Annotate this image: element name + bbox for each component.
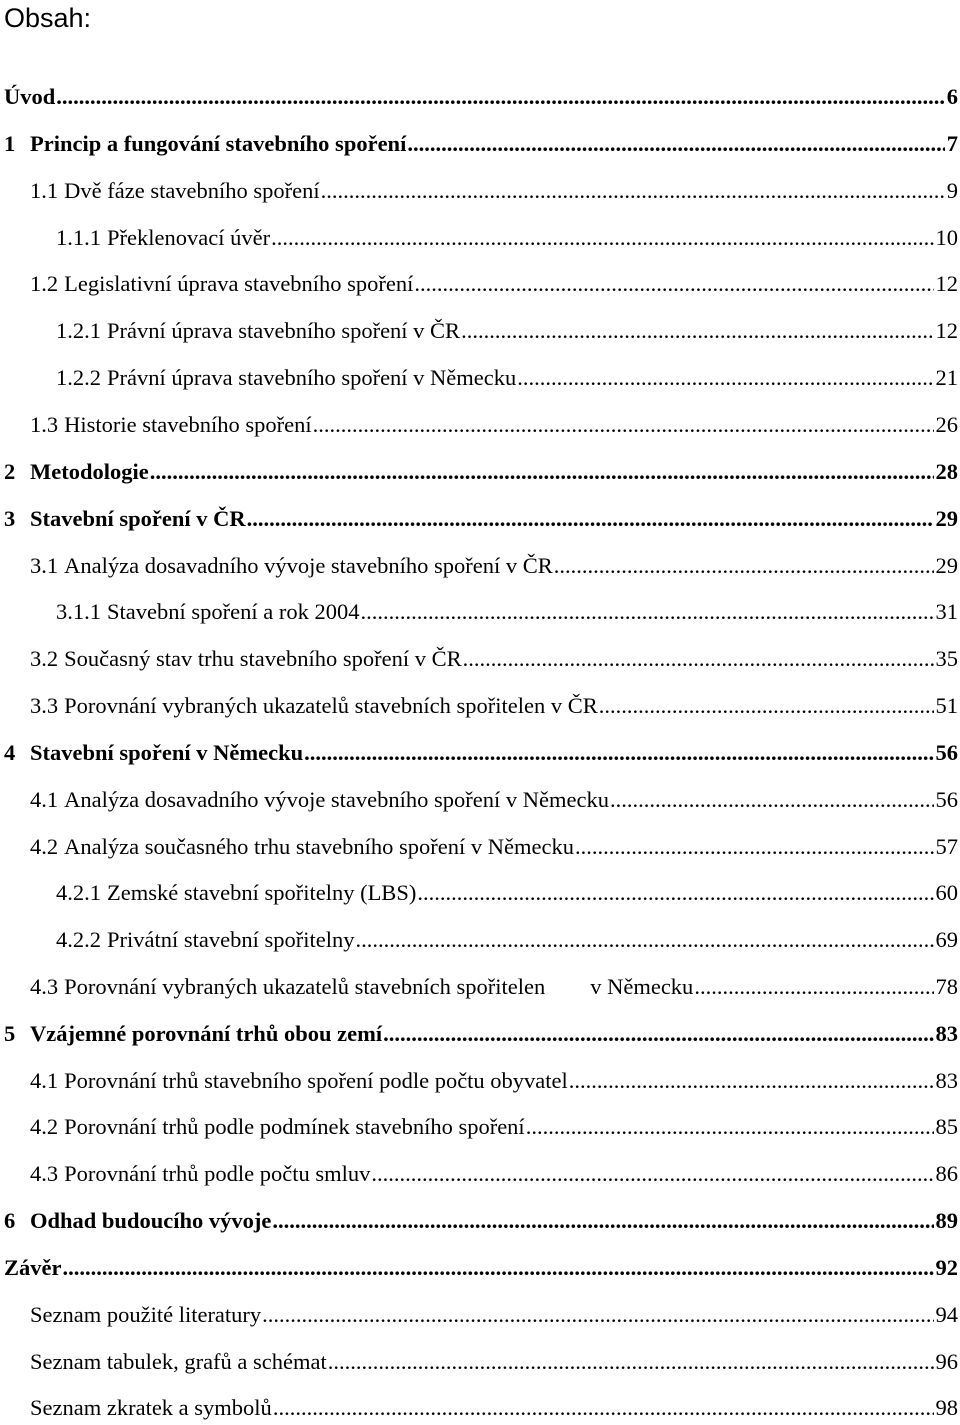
toc-dot-leader [383,1019,933,1049]
toc-dot-leader [575,832,934,862]
toc-dot-leader [321,176,945,206]
toc-entry-number: 2 [4,459,16,484]
toc-page-number: 9 [946,178,958,203]
toc-page-number: 51 [935,693,958,718]
toc-entry-number: 1 [4,131,16,156]
toc-dot-leader [599,691,934,721]
toc-dot-leader [150,457,934,487]
toc-entry[interactable] [4,1019,958,1049]
toc-page-number: 60 [935,880,958,905]
toc-dot-leader [461,316,933,346]
toc-page-number: 31 [935,599,958,624]
toc-entry[interactable] [56,878,958,908]
toc-entry-label: Metodologie [30,459,149,484]
toc-entry-label: Úvod [4,84,56,109]
toc-page-number: 56 [935,787,958,812]
toc-dot-leader [414,269,933,299]
toc-dot-leader [694,972,933,1002]
toc-page-number: 21 [935,365,958,390]
toc-entry[interactable] [56,363,958,393]
toc-page-number: 92 [935,1255,958,1280]
toc-entry-label: Stavební spoření a rok 2004 [107,599,360,624]
toc-entry-label: Privátní stavební spořitelny [107,927,355,952]
toc-entry-label: Porovnání trhů podle podmínek stavebního spoření [64,1114,525,1139]
toc-entry[interactable] [4,457,958,487]
toc-dot-leader [273,1393,934,1423]
toc-entry[interactable] [4,1206,958,1236]
toc-entry-label: Porovnání trhů podle počtu smluv [64,1161,371,1186]
toc-dot-leader [56,82,944,112]
toc-entry[interactable] [30,269,958,299]
toc-entry-number: 3.1.1 [56,599,101,624]
toc-page-number: 56 [935,740,958,765]
toc-page-number: 29 [935,553,958,578]
toc-entry[interactable] [30,551,958,581]
toc-entry[interactable] [30,691,958,721]
toc-entry[interactable] [30,1159,958,1189]
toc-page-number: 29 [935,506,958,531]
toc-dot-leader [569,1066,934,1096]
toc-page-number: 98 [935,1395,958,1420]
toc-entry-number: 6 [4,1208,16,1233]
toc-entry[interactable] [56,925,958,955]
toc-page-number: 10 [935,225,958,250]
toc-entry-label: Zemské stavební spořitelny (LBS) [107,880,417,905]
toc-dot-leader [262,1300,933,1330]
toc-entry-number: 3.3 [30,693,59,718]
toc-dot-leader [407,129,944,159]
toc-page-number: 35 [935,646,958,671]
toc-entry-number: 3 [4,506,16,531]
toc-dot-leader [554,551,934,581]
toc-dot-leader [517,363,933,393]
toc-page-number: 96 [935,1349,958,1374]
toc-entry-number: 1.1.1 [56,225,101,250]
toc-entry-number: 1.2 [30,271,59,296]
toc-entry[interactable] [30,1300,958,1330]
toc-page-number: 78 [935,974,958,999]
toc-entry-number: 4.1 [30,787,59,812]
toc-entry[interactable] [30,832,958,862]
toc-page-number: 26 [935,412,958,437]
toc-entry-number: 1.2.1 [56,318,101,343]
toc-dot-leader [62,1253,933,1283]
toc-entry[interactable] [56,597,958,627]
toc-entry-number: 5 [4,1021,16,1046]
toc-entry-label: Analýza dosavadního vývoje stavebního spoření v ČR [64,553,553,578]
toc-entry[interactable] [30,785,958,815]
toc-page-number: 6 [946,84,958,109]
toc-entry[interactable] [4,82,958,112]
toc-entry[interactable] [4,1253,958,1283]
page-title: Obsah: [4,3,92,33]
toc-page-number: 69 [935,927,958,952]
toc-page-number: 28 [935,459,958,484]
toc-entry-label: Seznam zkratek a symbolů [30,1395,272,1420]
toc-entry-label: Současný stav trhu stavebního spoření v ČR [64,646,462,671]
toc-entry-label: Překlenovací úvěr [107,225,271,250]
toc-dot-leader [526,1112,934,1142]
toc-entry-label: Právní úprava stavebního spoření v ČR [107,318,461,343]
toc-entry-number: 4.3 [30,974,59,999]
toc-page-number: 7 [946,131,958,156]
toc-dot-leader [371,1159,933,1189]
toc-entry-label: Právní úprava stavebního spoření v Německu [107,365,517,390]
toc-dot-leader [360,597,933,627]
toc-entry-label: Odhad budoucího vývoje [30,1208,272,1233]
toc-entry[interactable] [30,176,958,206]
toc-entry-label: Analýza současného trhu stavebního spoření v Německu [64,834,574,859]
toc-dot-leader [328,1347,934,1377]
toc-page-number: 12 [935,271,958,296]
toc-entry-label: Stavební spoření v Německu [30,740,304,765]
toc-entry[interactable] [30,644,958,674]
toc-dot-leader [417,878,933,908]
toc-entry[interactable] [30,1347,958,1377]
toc-entry-number: 4.2 [30,1114,59,1139]
toc-entry-number: 4.1 [30,1068,59,1093]
toc-entry[interactable] [30,972,958,1002]
toc-entry[interactable] [30,1112,958,1142]
toc-entry-label: Porovnání vybraných ukazatelů stavebních spořitelen v ČR [64,693,598,718]
toc-entry-number: 1.3 [30,412,59,437]
toc-entry-number: 3.2 [30,646,59,671]
toc-entry-label: Závěr [4,1255,62,1280]
toc-entry[interactable] [4,129,958,159]
toc-entry-label: Porovnání vybraných ukazatelů stavebních spořitelen v Německu [64,974,694,999]
toc-entry-number: 4.2.2 [56,927,101,952]
toc-dot-leader [272,1206,933,1236]
toc-entry[interactable] [30,1066,958,1096]
toc-entry-label: Dvě fáze stavebního spoření [64,178,320,203]
toc-entry-number: 3.1 [30,553,59,578]
toc-page-number: 85 [935,1114,958,1139]
toc-dot-leader [610,785,934,815]
toc-entry-label: Stavební spoření v ČR [30,506,246,531]
toc-page-number: 83 [935,1021,958,1046]
toc-entry-number: 4.2.1 [56,880,101,905]
toc-entry-label: Porovnání trhů stavebního spoření podle počtu obyvatel [64,1068,568,1093]
toc-page-number: 86 [935,1161,958,1186]
toc-page-number: 94 [935,1302,958,1327]
toc-entry-label: Seznam tabulek, grafů a schémat [30,1349,327,1374]
toc-entry-label: Princip a fungování stavebního spoření [30,131,407,156]
toc-page-number: 89 [935,1208,958,1233]
toc-dot-leader [304,738,933,768]
toc-dot-leader [271,223,933,253]
toc-entry-label: Vzájemné porovnání trhů obou zemí [30,1021,383,1046]
toc-entry-label: Legislativní úprava stavebního spoření [64,271,414,296]
toc-dot-leader [463,644,934,674]
toc-entry[interactable] [56,223,958,253]
toc-page-number: 57 [935,834,958,859]
toc-entry[interactable] [56,316,958,346]
toc-dot-leader [313,410,934,440]
toc-entry-label: Seznam použité literatury [30,1302,262,1327]
toc-entry[interactable] [30,410,958,440]
toc-dot-leader [247,504,934,534]
toc-entry-number: 4 [4,740,16,765]
toc-entry-number: 1.1 [30,178,59,203]
toc-entry[interactable] [4,738,958,768]
toc-page-number: 12 [935,318,958,343]
toc-page-number: 83 [935,1068,958,1093]
toc-entry-number: 4.3 [30,1161,59,1186]
toc-entry-number: 1.2.2 [56,365,101,390]
toc-entry-number: 4.2 [30,834,59,859]
toc-entry-label: Analýza dosavadního vývoje stavebního spoření v Německu [64,787,609,812]
toc-entry[interactable] [4,504,958,534]
toc-entry-label: Historie stavebního spoření [64,412,312,437]
toc-dot-leader [355,925,933,955]
toc-entry[interactable] [30,1393,958,1423]
